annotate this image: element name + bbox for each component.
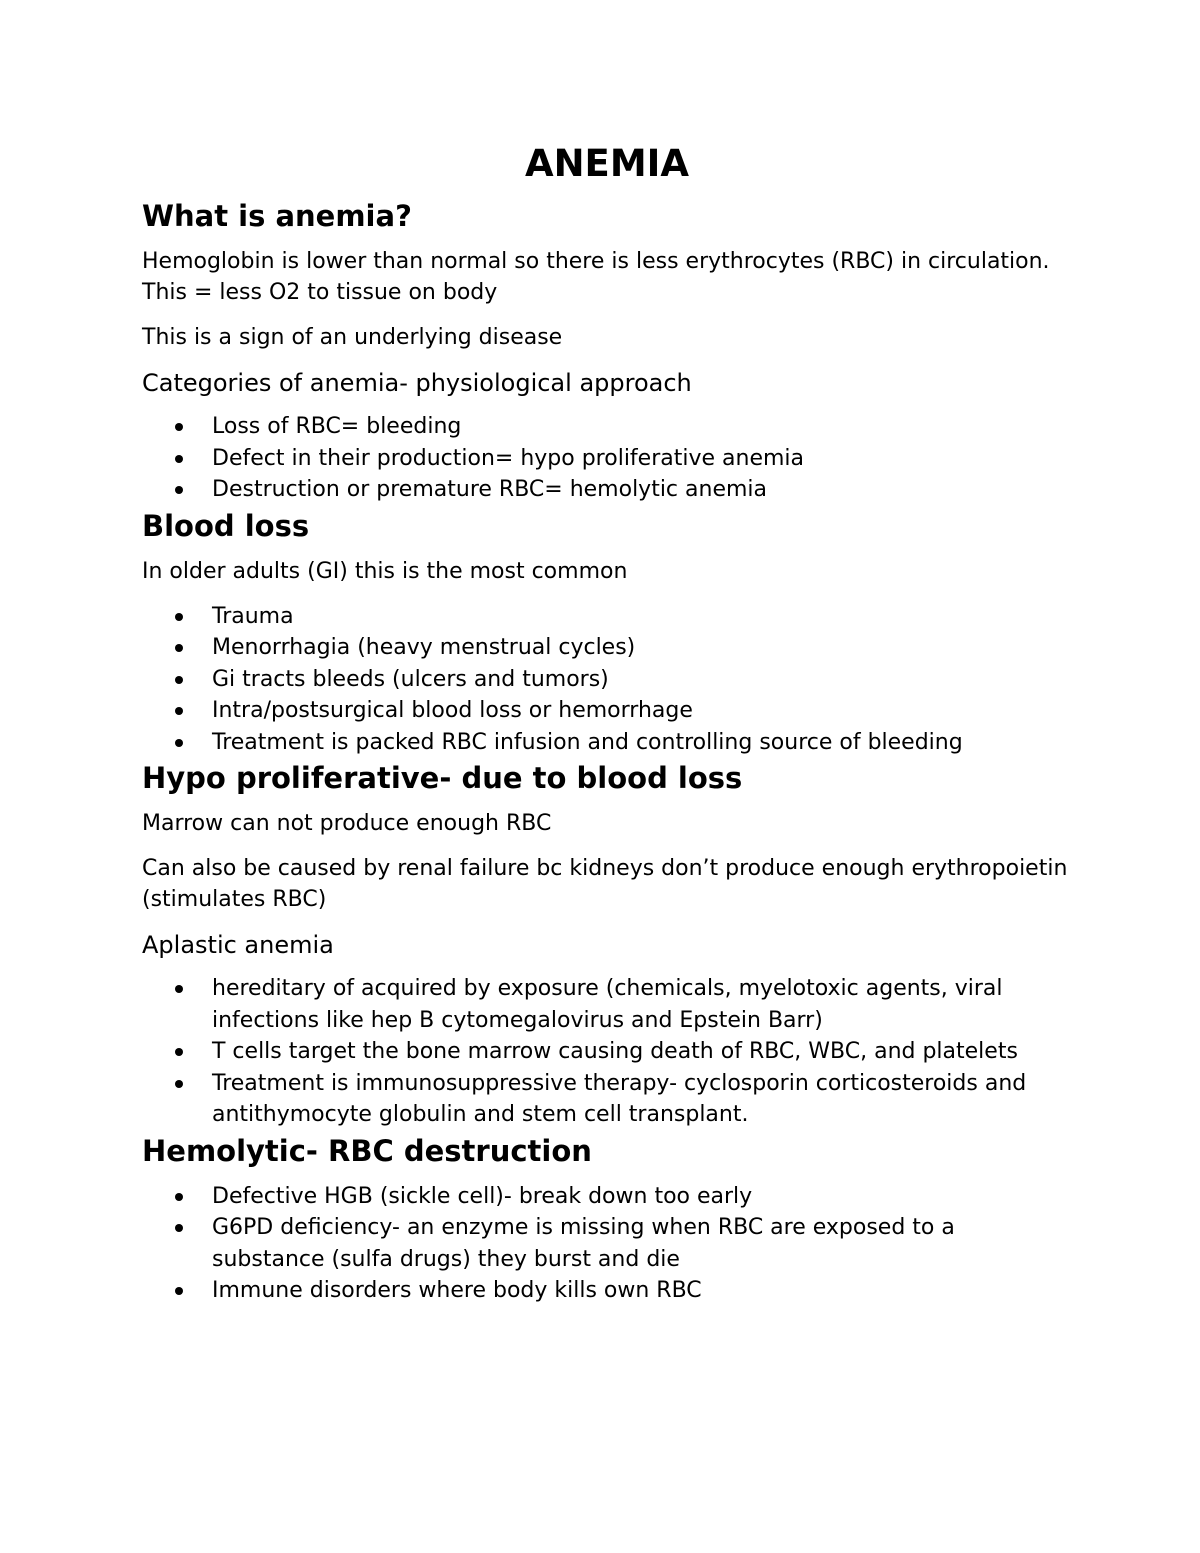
list-item [142,695,1072,727]
paragraph-renal-failure: Can also be caused by renal failure bc kidneys don’t produce enough erythropoietin (stimulates RBC) [142,856,1068,912]
list-item [142,474,1072,506]
list-item [142,1212,1072,1275]
list-item-text: Treatment is immunosuppressive therapy- cyclosporin corticosteroids and antithymocyte globulin and stem cell transplant. [212,1070,1027,1127]
list-item [142,601,1072,633]
paragraph-definition: Hemoglobin is lower than normal so there is less erythrocytes (RBC) in circulation. This = less O2 to tissue on body [142,249,1050,305]
list-item-text: Menorrhagia (heavy menstrual cycles) [212,635,636,660]
bullet-icon [175,1080,183,1088]
list-item-text: Intra/postsurgical blood loss or hemorrhage [212,698,693,723]
list-item [142,632,1072,664]
list-item [142,1181,1072,1213]
section-heading-what-is-anemia: What is anemia? [142,199,412,233]
document-title: ANEMIA [524,142,690,185]
list-item [142,973,1072,1036]
list-item [142,1275,1072,1307]
bullet-icon [175,455,183,463]
bullet-icon [175,423,183,431]
bullet-icon [175,739,183,747]
bullet-icon [175,1048,183,1056]
list-item [142,411,1072,443]
bullet-icon [175,613,183,621]
bullet-icon [175,985,183,993]
bullet-icon [175,676,183,684]
list-item-text: Defect in their production= hypo proliferative anemia [212,445,805,471]
bullet-list-aplastic [142,973,1072,1131]
subheading-aplastic-anemia: Aplastic anemia [142,931,334,959]
paragraph-older-adults: In older adults (GI) this is the most common [142,558,628,584]
list-item-text: G6PD deficiency- an enzyme is missing when RBC are exposed to a substance (sulfa drugs) they burst and die [212,1215,955,1272]
bullet-icon [175,644,183,652]
bullet-icon [175,1287,183,1295]
list-item-text: T cells target the bone marrow causing death of RBC, WBC, and platelets [212,1039,1018,1064]
bullet-icon [175,1193,183,1201]
section-heading-hypo-proliferative: Hypo proliferative- due to blood loss [142,761,743,795]
bullet-icon [175,1224,183,1232]
paragraph-underlying-disease: This is a sign of an underlying disease [142,325,563,350]
list-item [142,664,1072,696]
bullet-list-hemolytic [142,1181,1072,1307]
list-item-text: Immune disorders where body kills own RBC [212,1278,702,1303]
list-item [142,443,1072,475]
bullet-icon [175,707,183,715]
list-item-text: Trauma [212,603,294,629]
list-item [142,1036,1072,1068]
paragraph-marrow: Marrow can not produce enough RBC [142,811,552,836]
list-item-text: Gi tracts bleeds (ulcers and tumors) [212,666,609,692]
bullet-icon [175,486,183,494]
list-item-text: Defective HGB (sickle cell)- break down too early [212,1183,753,1209]
section-heading-blood-loss: Blood loss [142,508,310,543]
bullet-list-categories [142,411,1072,506]
list-item-text: Destruction or premature RBC= hemolytic anemia [212,477,768,502]
list-item-text: Treatment is packed RBC infusion and controlling source of bleeding [212,729,963,755]
list-item-text: Loss of RBC= bleeding [212,414,462,439]
list-item-text: hereditary of acquired by exposure (chemicals, myelotoxic agents, viral infections like hep B cytomegalovirus and Epstein Barr) [212,976,1003,1033]
bullet-list-blood-loss [142,601,1072,759]
list-item [142,727,1072,759]
list-item [142,1068,1072,1131]
subheading-categories: Categories of anemia- physiological approach [142,369,692,397]
document-page [142,140,1072,1307]
section-heading-hemolytic: Hemolytic- RBC destruction [142,1133,592,1168]
